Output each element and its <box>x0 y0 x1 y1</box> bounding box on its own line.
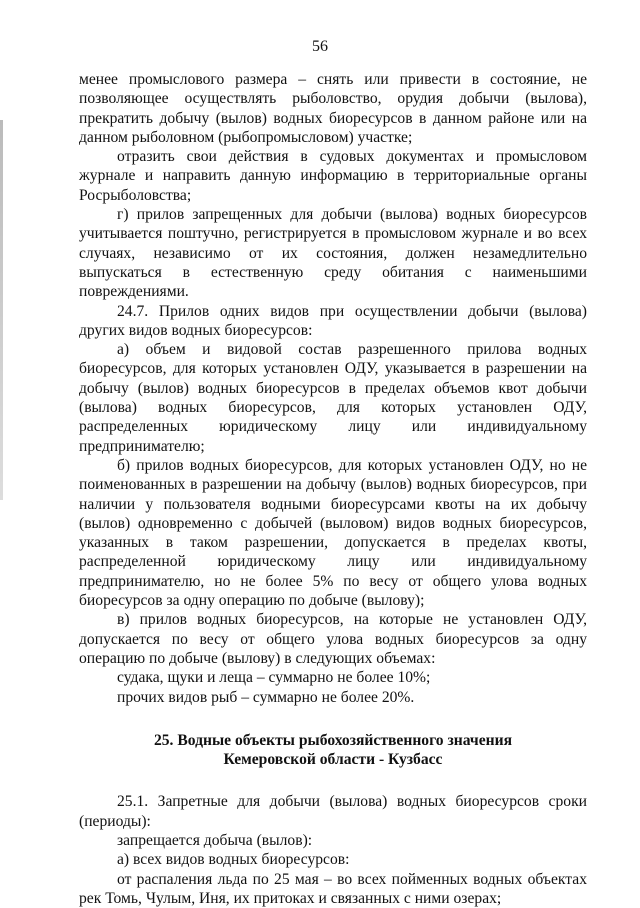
section-heading-line-1: 25. Водные объекты рыбохозяйственного значения <box>153 731 513 749</box>
paragraph: запрещается добыча (вылов): <box>117 831 313 849</box>
paragraph: б) прилов водных биоресурсов, для которых установлен ОДУ, но не поименованных в разрешении на добычу (вылов) водных биоресурсов, при наличии у пользователя водными биоресурсами квоты на их добычу (вылов) одновременно с добычей (выловом) видов водных биоресурсов, указанных в таком разрешении, допускается в пределах квоты, распределенной юридическому лицу или индивидуальному предпринимателю, но не более 5% по весу от общего улова водных биоресурсов за одну операцию по добыче (вылову); <box>79 456 587 610</box>
paragraph: а) всех видов водных биоресурсов: <box>117 851 350 869</box>
section-heading-line-2: Кемеровской области - Кузбасс <box>223 751 443 769</box>
paragraph: прочих видов рыб – суммарно не более 20%. <box>117 688 415 706</box>
paragraph: отразить свои действия в судовых документах и промысловом журнале и направить данную информацию в территориальные органы Росрыболовства; <box>79 148 587 204</box>
paragraph: в) прилов водных биоресурсов, на которые не установлен ОДУ, допускается по весу от общего улова водных биоресурсов за одну операцию по добыче (вылову) в следующих объемах: <box>79 611 587 667</box>
page-number: 56 <box>312 38 328 55</box>
paragraph: а) объем и видовой состав разрешенного прилова водных биоресурсов, для которых установлен ОДУ, указывается в разрешении на добычу (вылов) водных биоресурсов в пределах объемов квот добычи (вылова) водных биоресурсов, для которых установлен ОДУ, распределенных юридическому лицу или индивидуальному предпринимателю; <box>79 341 587 455</box>
paragraph: менее промыслового размера – снять или привести в состояние, не позволяющее осуществлять рыболовство, орудия добычи (вылова), прекратить добычу (вылов) водных биоресурсов в данном районе или на данном рыболовном (рыбопромысловом) участке; <box>79 71 587 146</box>
paragraph: от распаления льда по 25 мая – во всех пойменных водных объектах рек Томь, Чулым, Иня, их притоках и связанных с ними озерах; <box>79 870 587 907</box>
paragraph: 25.1. Запретные для добычи (вылова) водных биоресурсов сроки (периоды): <box>79 793 587 830</box>
paragraph: г) прилов запрещенных для добычи (вылова) водных биоресурсов учитывается поштучно, регистрируется в промысловом журнале и во всех случаях, независимо от их состояния, должен незамедлительно выпускаться в естественную среду обитания с наименьшими повреждениями. <box>79 206 587 301</box>
paragraph: 24.7. Прилов одних видов при осуществлении добычи (вылова) других видов водных биоресурсов: <box>79 302 587 339</box>
scan-edge-mark <box>0 120 3 500</box>
document-body <box>79 70 587 908</box>
paragraph: судака, щуки и леща – суммарно не более 10%; <box>117 669 431 687</box>
